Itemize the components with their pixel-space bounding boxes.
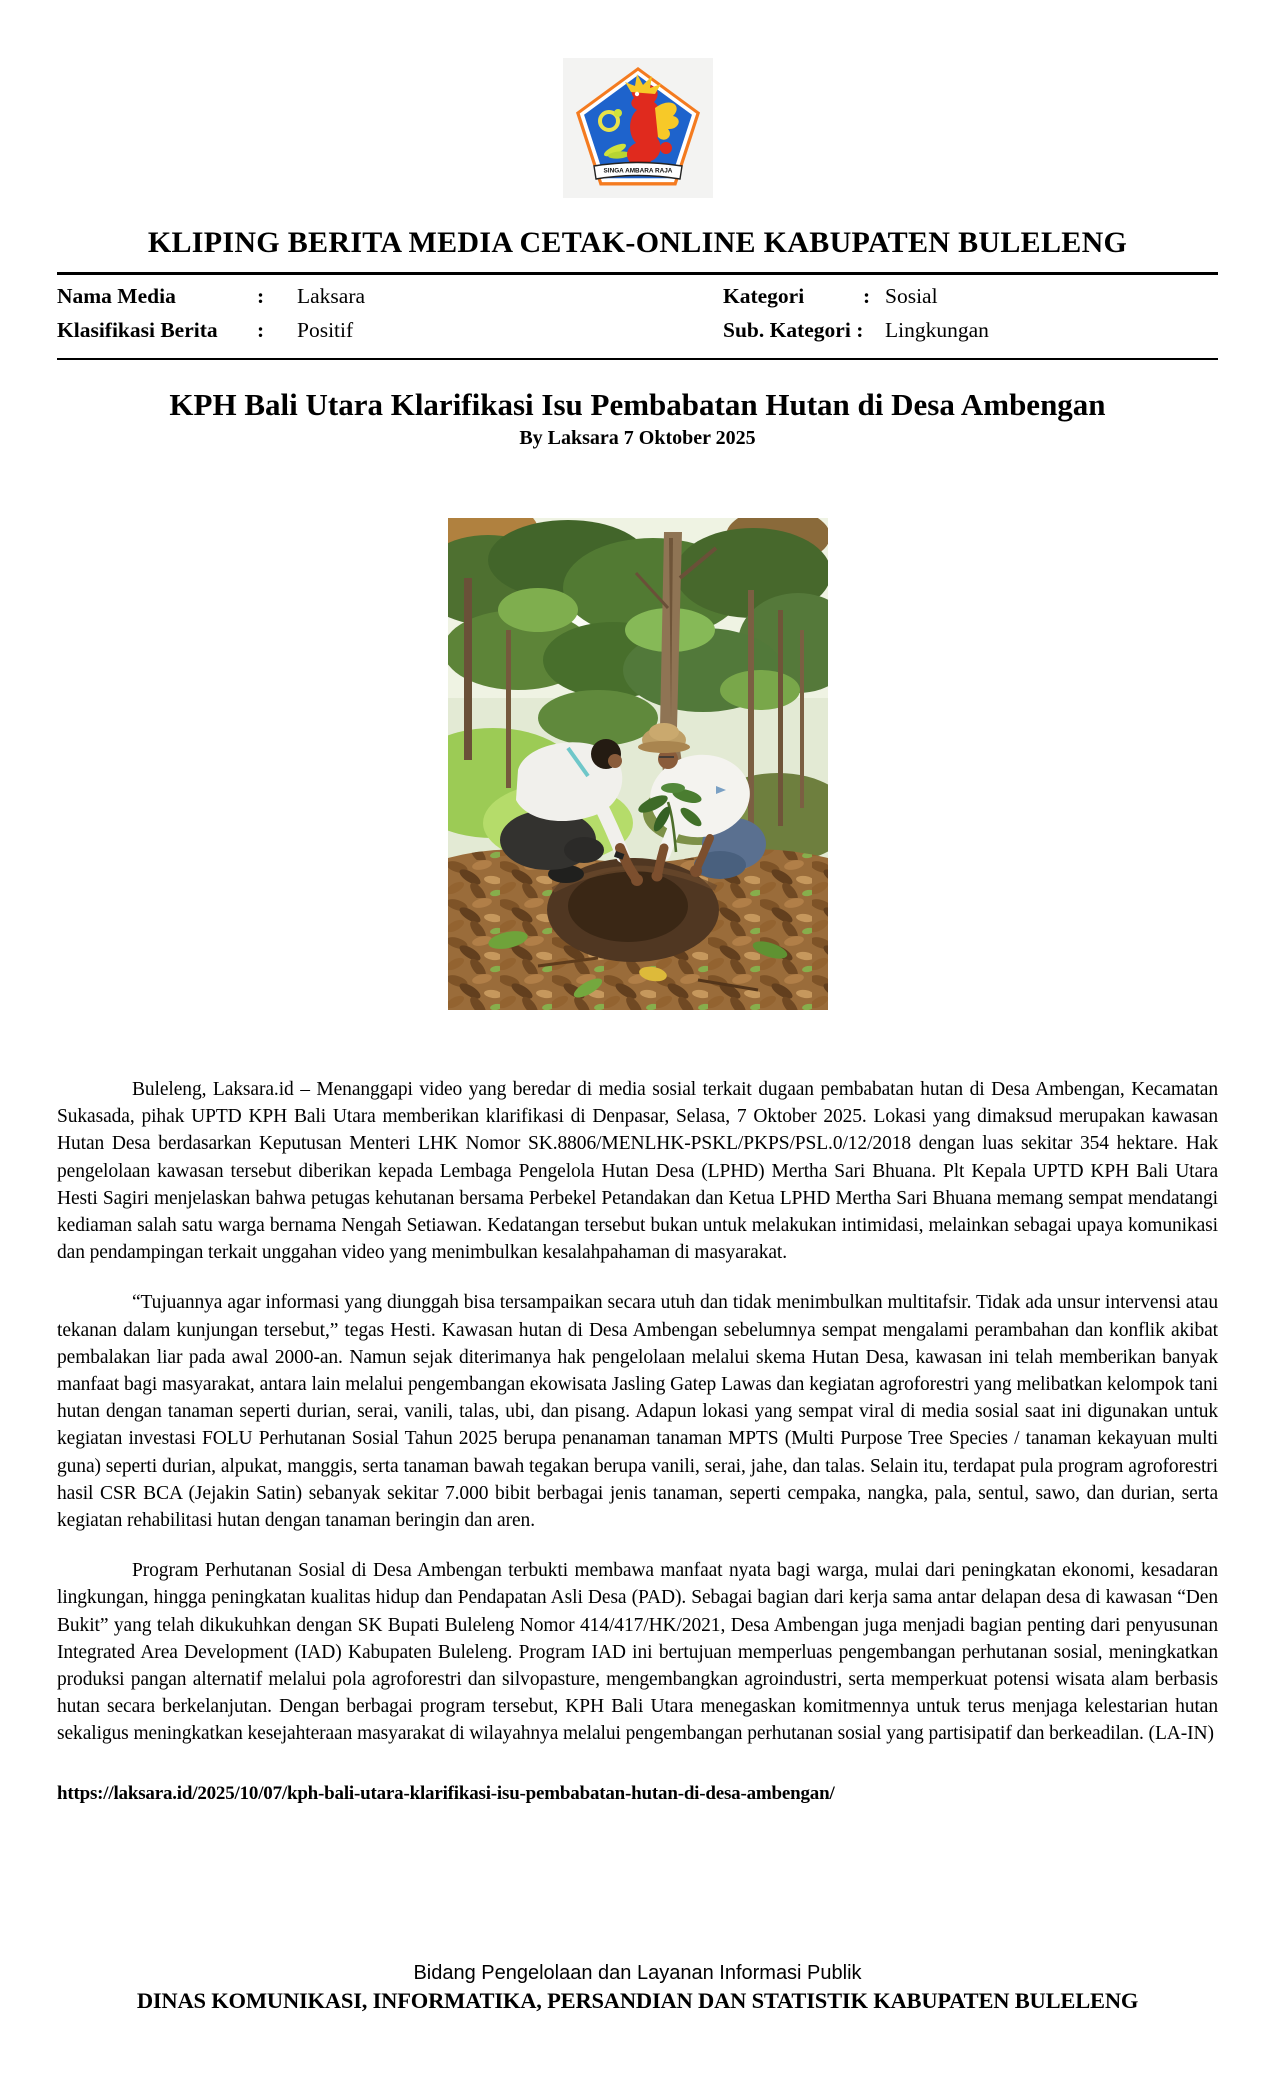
meta-colon: : — [257, 318, 265, 342]
meta-row-1 — [57, 284, 1218, 309]
meta-value-sub-kategori: Lingkungan — [885, 318, 989, 342]
page-footer — [0, 1962, 1275, 2014]
meta-table — [57, 284, 1218, 343]
meta-label-sub-kategori: Sub. Kategori : — [723, 318, 864, 342]
paragraph-3: Program Perhutanan Sosial di Desa Ambengan terbukti membawa manfaat nyata bagi warga, mulai dari peningkatan ekonomi, kesadaran lingkungan, hingga peningkatan kualitas hidup dan Pendapatan Asli Desa (PAD). Sebagai bagian dari kerja sama antar delapan desa di kawasan “Den Bukit” yang telah dikukuhkan dengan SK Bupati Buleleng Nomor 414/417/HK/2021, Desa Ambengan juga menjadi bagian penting dari penyusunan Integrated Area Development (IAD) Kabupaten Buleleng. Program IAD ini bertujuan memperluas pengembangan perhutanan sosial, meningkatkan produksi pangan alternatif melalui pola agroforestri dan silvopasture, mengembangkan agroindustri, serta memperkuat potensi wisata alam berbasis hutan secara berkelanjutan. Dengan berbagai program tersebut, KPH Bali Utara menegaskan komitmennya untuk terus menjaga kelestarian hutan sekaligus meningkatkan kesejahteraan masyarakat di wilayahnya melalui pengembangan perhutanan sosial yang partisipatif dan berkeadilan. (LA-IN) — [57, 1560, 1218, 1745]
meta-row-2 — [57, 318, 1218, 343]
article-photo — [448, 518, 828, 1010]
paragraph-2: “Tujuannya agar informasi yang diunggah bisa tersampaikan secara utuh dan tidak menimbulkan multitafsir. Tidak ada unsur intervensi atau tekanan dalam kunjungan tersebut,” tegas Hesti. Kawasan hutan di Desa Ambengan sebelumnya sempat mengalami perambahan dan konflik akibat pembalakan liar pada awal 2000-an. Namun sejak diterimanya hak pengelolaan melalui skema Hutan Desa, kawasan ini telah memberikan banyak manfaat bagi masyarakat, antara lain melalui pengembangan ekowisata Jasling Gatep Lawas dan kegiatan agroforestri yang melibatkan kelompok tani hutan dengan tanaman seperti durian, serai, vanili, talas, ubi, dan pisang. Adapun lokasi yang sempat viral di media sosial saat ini digunakan untuk kegiatan investasi FOLU Perhutanan Sosial Tahun 2025 berupa penanaman tanaman MPTS (Multi Purpose Tree Species / tanaman kekayuan multi guna) seperti durian, alpukat, manggis, serta tanaman bawah tegakan berupa vanili, serai, jahe, dan talas. Selain itu, terdapat pula program agroforestri hasil CSR BCA (Jejakin Satin) sebanyak sekitar 7.000 bibit berbagai jenis tanaman, seperti cempaka, nangka, pala, sentul, sawo, dan durian, serta kegiatan rehabilitasi hutan dengan tanaman beringin dan aren. — [57, 1292, 1218, 1532]
header-rule-bottom — [57, 358, 1218, 360]
meta-label-klasifikasi: Klasifikasi Berita — [57, 318, 218, 342]
meta-label-kategori: Kategori — [723, 284, 805, 308]
meta-colon: : — [863, 284, 871, 308]
document-title: KLIPING BERITA MEDIA CETAK-ONLINE KABUPATEN BULELENG — [147, 226, 1128, 259]
meta-value-kategori: Sosial — [885, 284, 938, 308]
footer-division-line: Bidang Pengelolaan dan Layanan Informasi Publik — [413, 1962, 862, 1984]
meta-value-klasifikasi: Positif — [297, 318, 354, 342]
buleleng-regency-seal — [563, 58, 713, 198]
meta-colon: : — [257, 284, 265, 308]
source-url-link[interactable]: https://laksara.id/2025/10/07/kph-bali-utara-klarifikasi-isu-pembabatan-hutan-di-desa-ambengan/ — [57, 1782, 835, 1804]
header-logo-area — [0, 0, 1275, 198]
article-byline: By Laksara 7 Oktober 2025 — [519, 427, 756, 449]
meta-label-nama-media: Nama Media — [57, 284, 176, 308]
paragraph-1: Buleleng, Laksara.id – Menanggapi video yang beredar di media sosial terkait dugaan pembabatan hutan di Desa Ambengan, Kecamatan Sukasada, pihak UPTD KPH Bali Utara memberikan klarifikasi di Denpasar, Selasa, 7 Oktober 2025. Lokasi yang dimaksud merupakan kawasan Hutan Desa berdasarkan Keputusan Menteri LHK Nomor SK.8806/MENLHK-PSKL/PKPS/PSL.0/12/2018 dengan luas sekitar 354 hektare. Hak pengelolaan kawasan tersebut diberikan kepada Lembaga Pengelola Hutan Desa (LPHD) Mertha Sari Bhuana. Plt Kepala UPTD KPH Bali Utara Hesti Sagiri menjelaskan bahwa petugas kehutanan bersama Perbekel Petandakan dan Ketua LPHD Mertha Sari Bhuana memang sempat mendatangi kediaman salah satu warga bernama Nengah Setiawan. Kedatangan tersebut bukan untuk melakukan intimidasi, melainkan sebagai upaya komunikasi dan pendampingan terkait unggahan video yang menimbulkan kesalahpahaman di masyarakat. — [57, 1079, 1218, 1264]
logo-banner-text: SINGA AMBARA RAJA — [603, 167, 672, 175]
footer-agency-line: DINAS KOMUNIKASI, INFORMATIKA, PERSANDIAN DAN STATISTIK KABUPATEN BULELENG — [136, 1988, 1139, 2013]
meta-value-nama-media: Laksara — [297, 284, 366, 308]
header-rule-top — [57, 272, 1218, 275]
article-body — [57, 1076, 1218, 1805]
article-title: KPH Bali Utara Klarifikasi Isu Pembabatan Hutan di Desa Ambengan — [169, 387, 1106, 422]
